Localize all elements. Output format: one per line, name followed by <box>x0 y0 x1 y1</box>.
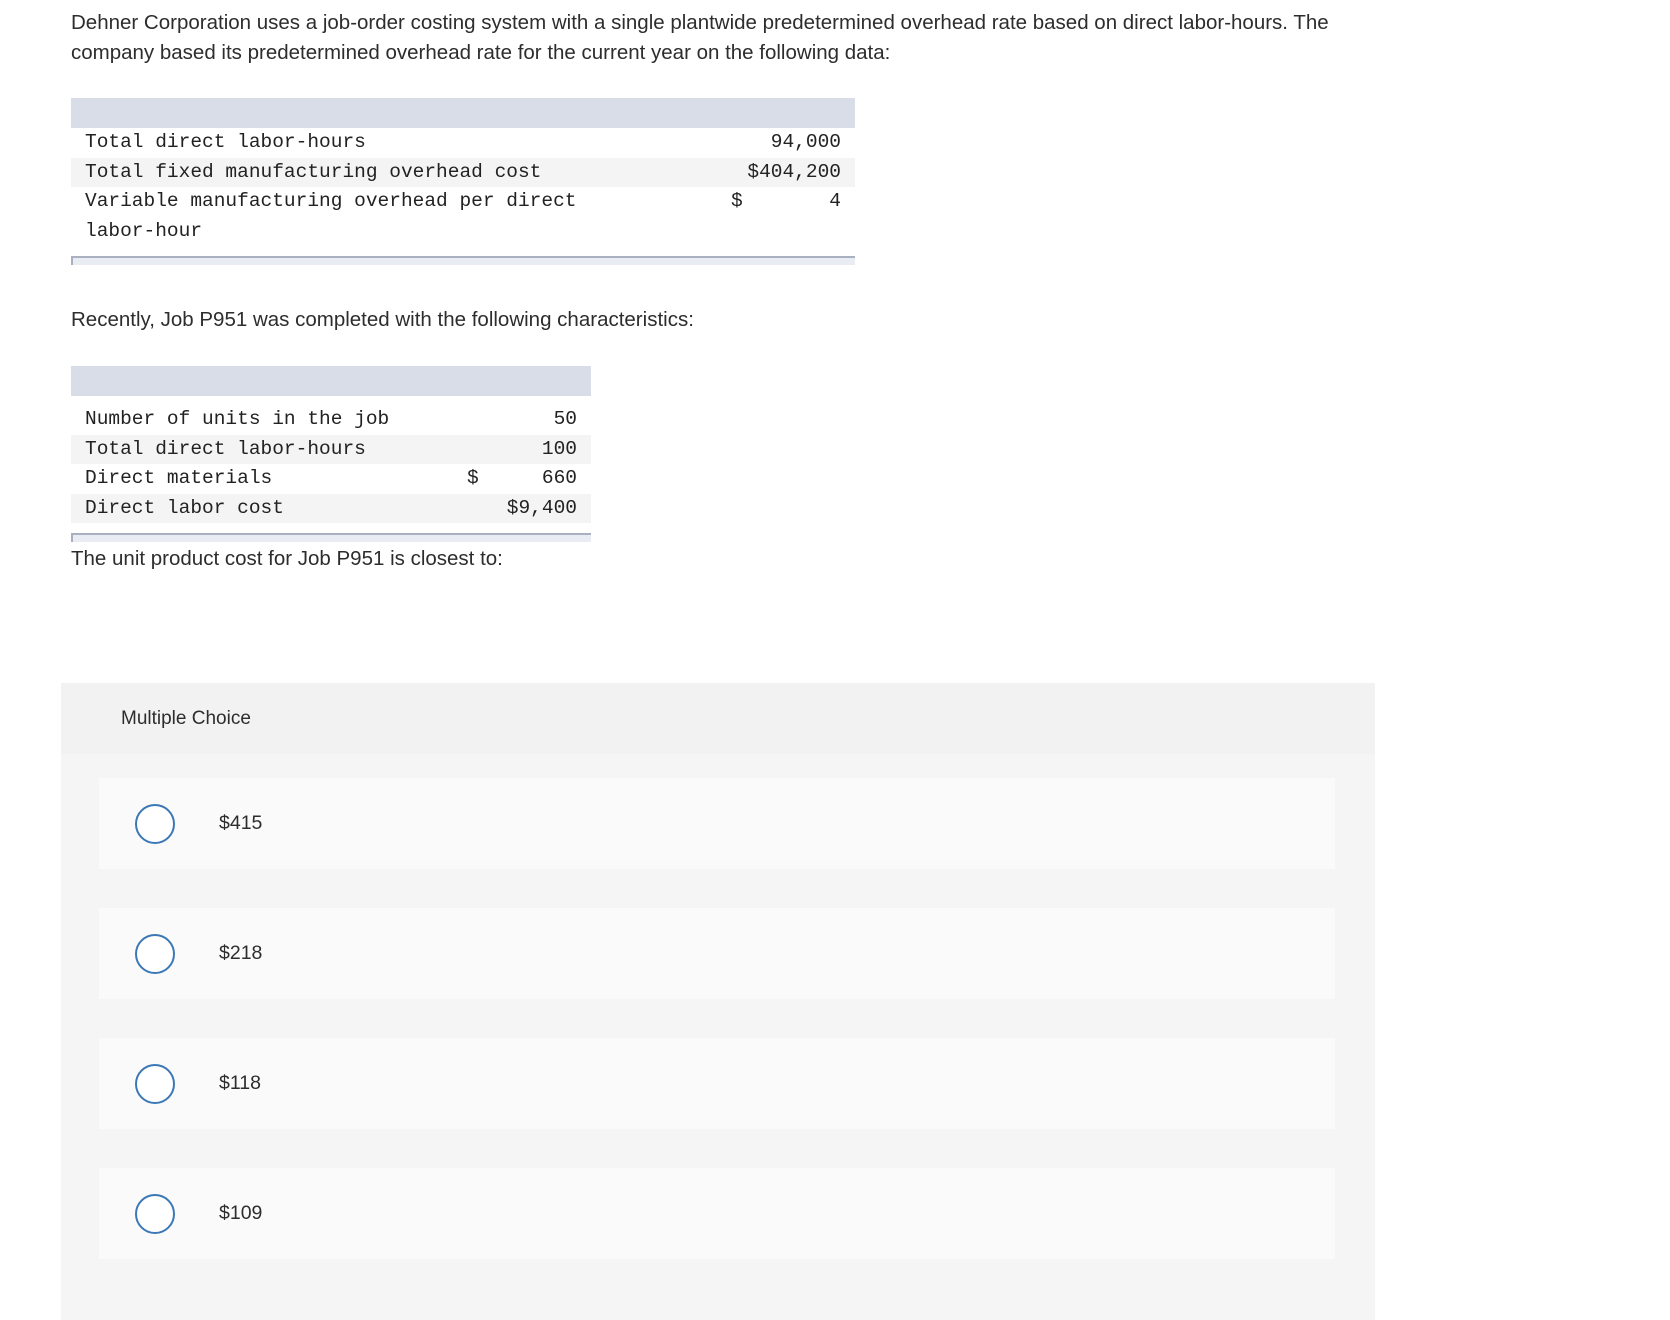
table-row <box>71 464 591 494</box>
multiple-choice-panel <box>61 683 1375 1320</box>
radio-button[interactable] <box>135 1064 175 1104</box>
answer-option[interactable] <box>99 778 1335 869</box>
job-intro-text: Recently, Job P951 was completed with the following characteristics: <box>71 308 694 331</box>
intro-text: Dehner Corporation uses a job-order costing system with a single plantwide predetermined overhead rate based on direct labor-hours. The company based its predetermined overhead rate for the current year on the following data: <box>71 11 1329 64</box>
table-row <box>71 158 855 188</box>
row-currency <box>467 405 507 435</box>
table-row <box>71 405 591 435</box>
row-currency: $ <box>731 190 743 212</box>
radio-button[interactable] <box>135 804 175 844</box>
row-label: Direct labor cost <box>85 496 284 519</box>
answer-option[interactable] <box>99 1038 1335 1129</box>
row-label: Total fixed manufacturing overhead cost <box>85 160 542 183</box>
row-currency <box>731 128 759 158</box>
row-value: $404,200 <box>747 160 841 183</box>
table-row <box>71 494 591 524</box>
row-currency: $ <box>467 467 479 489</box>
row-value: $9,400 <box>506 496 577 519</box>
row-value: 94,000 <box>770 131 841 153</box>
row-currency <box>467 494 507 524</box>
table-row <box>71 187 855 246</box>
radio-button[interactable] <box>135 1194 175 1234</box>
row-label: Total direct labor-hours <box>85 131 366 153</box>
answer-option[interactable] <box>99 908 1335 999</box>
row-label: Direct materials <box>85 467 273 489</box>
options-list <box>61 754 1375 1320</box>
table-footer-bar <box>71 533 591 542</box>
table-header-bar <box>71 366 591 396</box>
option-label: $118 <box>219 1072 261 1094</box>
option-label: $415 <box>219 812 263 834</box>
row-currency <box>731 158 747 188</box>
option-label: $109 <box>219 1202 263 1224</box>
job-data-table <box>71 366 591 542</box>
row-value: 660 <box>541 467 577 489</box>
answer-option[interactable] <box>99 1168 1335 1259</box>
row-value: 4 <box>829 190 841 212</box>
overhead-data-table <box>71 98 855 265</box>
table-footer-bar <box>71 256 855 265</box>
row-label: Number of units in the job <box>85 408 390 430</box>
table-row <box>71 128 855 158</box>
row-currency <box>467 435 507 465</box>
multiple-choice-header: Multiple Choice <box>121 707 251 729</box>
table-header-bar <box>71 98 855 128</box>
table-row <box>71 435 591 465</box>
row-value: 50 <box>553 408 577 430</box>
radio-button[interactable] <box>135 934 175 974</box>
row-value: 100 <box>541 437 577 460</box>
row-label: Variable manufacturing overhead per direct labor-hour <box>85 190 577 242</box>
option-label: $218 <box>219 942 263 964</box>
question-text: The unit product cost for Job P951 is closest to: <box>71 547 503 570</box>
row-label: Total direct labor-hours <box>85 437 366 460</box>
